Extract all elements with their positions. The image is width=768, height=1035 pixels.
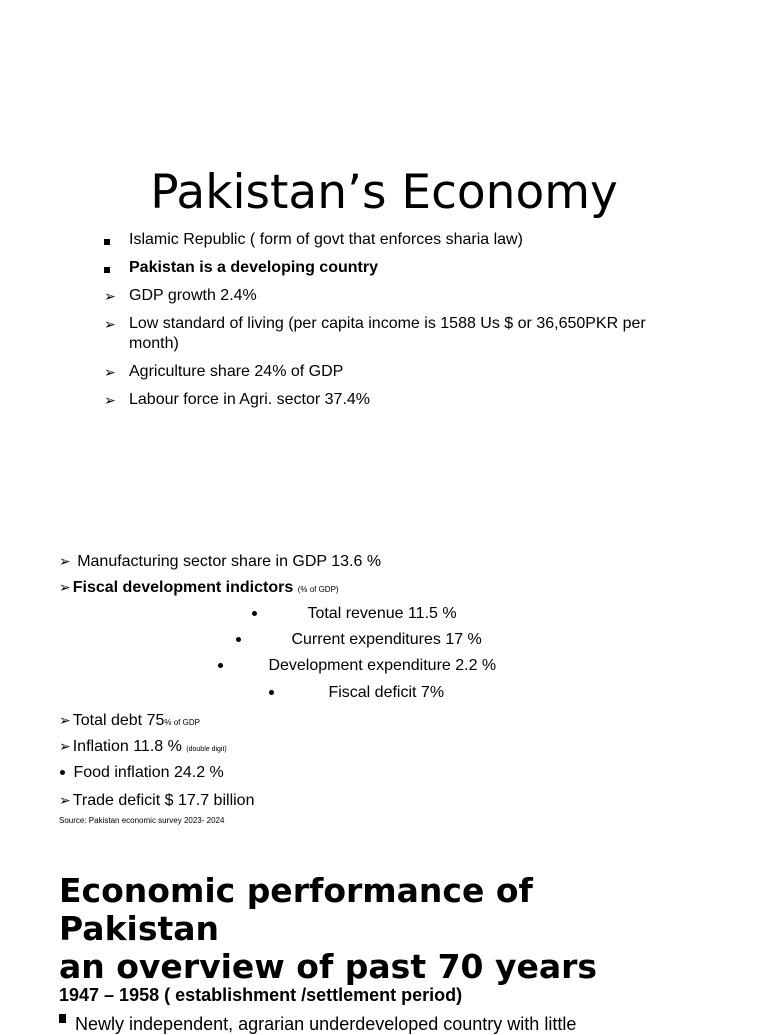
- square-bullet-icon: [104, 230, 120, 250]
- dot-bullet-icon: [60, 770, 65, 775]
- bullet-gdp-growth: ➢ GDP growth 2.4%: [104, 287, 257, 304]
- first-bullet: Newly independent, agrarian underdeveloped country with little: [59, 1014, 576, 1035]
- arrow-bullet-icon: ➢: [59, 712, 71, 728]
- manufacturing-share: ➢ Manufacturing sector share in GDP 13.6 %: [59, 553, 382, 570]
- fiscal-heading: ➢ Fiscal development indictors (% of GDP): [59, 579, 339, 596]
- source-note: Source: Pakistan economic survey 2023- 2024: [59, 816, 225, 825]
- dot-bullet-icon: [236, 637, 241, 642]
- bullet-developing-country: Pakistan is a developing country: [104, 258, 664, 278]
- square-bullet-icon: [59, 1014, 66, 1023]
- arrow-bullet-icon: ➢: [104, 288, 116, 304]
- arrow-bullet-icon: ➢: [104, 316, 116, 332]
- section-title: Economic performance of Pakistan an overview of past 70 years: [59, 871, 598, 986]
- arrow-bullet-icon: ➢: [59, 553, 71, 569]
- period-heading: 1947 – 1958 ( establishment /settlement period): [59, 985, 463, 1005]
- fiscal-item-current-expenditures: Current expenditures 17 %: [236, 630, 482, 650]
- trade-deficit: ➢ Trade deficit $ 17.7 billion: [59, 792, 255, 809]
- arrow-bullet-icon: ➢: [59, 738, 71, 754]
- dot-bullet-icon: [269, 690, 274, 695]
- fiscal-item-development-expenditure: Development expenditure 2.2 %: [218, 656, 496, 676]
- inflation: ➢ Inflation 11.8 % (double digit): [59, 738, 227, 755]
- bullet-labour-force: ➢ Labour force in Agri. sector 37.4%: [104, 391, 371, 408]
- fiscal-item-revenue: Total revenue 11.5 %: [252, 604, 457, 624]
- arrow-bullet-icon: ➢: [59, 792, 71, 808]
- bullet-agriculture-share: ➢ Agriculture share 24% of GDP: [104, 363, 344, 380]
- arrow-bullet-icon: ➢: [104, 364, 116, 380]
- square-bullet-icon: [104, 258, 120, 278]
- food-inflation: Food inflation 24.2 %: [59, 763, 224, 783]
- bullet-islamic-republic: Islamic Republic ( form of govt that enforces sharia law): [104, 230, 664, 250]
- fiscal-item-fiscal-deficit: Fiscal deficit 7%: [269, 683, 444, 703]
- dot-bullet-icon: [252, 611, 257, 616]
- slide-title: Pakistan’s Economy: [150, 165, 618, 220]
- bullet-standard-of-living: ➢ Low standard of living (per capita income is 1588 Us $ or 36,650PKR per month): [104, 315, 646, 352]
- dot-bullet-icon: [218, 663, 223, 668]
- arrow-bullet-icon: ➢: [104, 392, 116, 408]
- arrow-bullet-icon: ➢: [59, 579, 71, 595]
- total-debt: ➢ Total debt 75% of GDP: [59, 712, 200, 729]
